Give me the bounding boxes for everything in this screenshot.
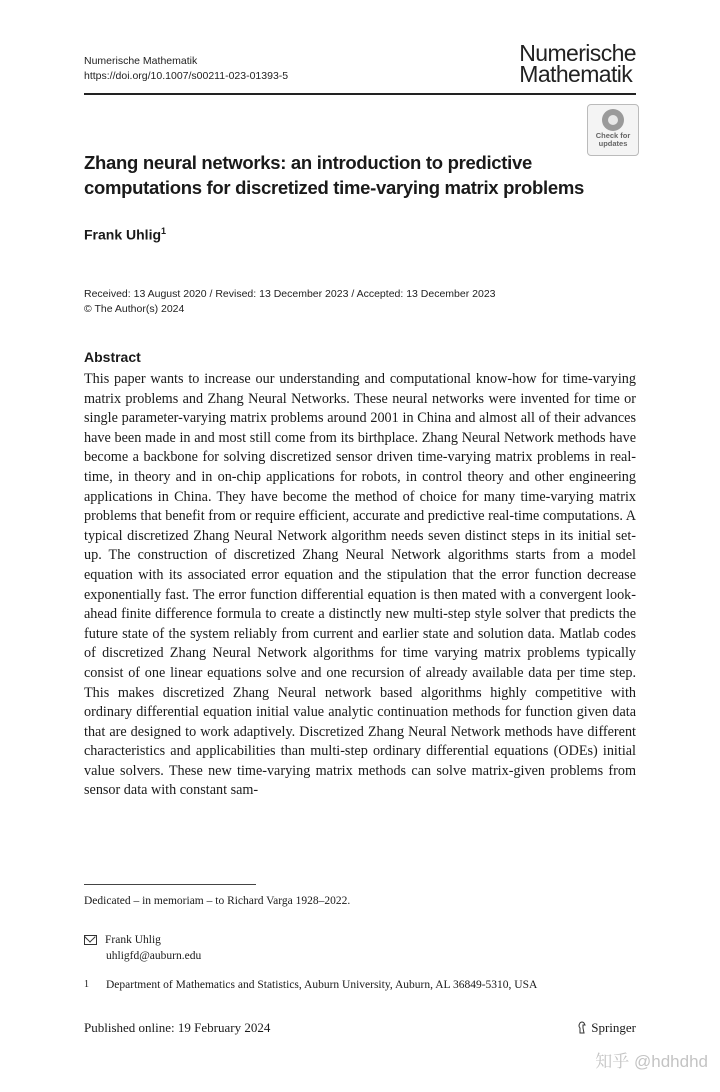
- journal-name: Numerische Mathematik: [84, 55, 198, 67]
- history-dates: Received: 13 August 2020 / Revised: 13 December 2023 / Accepted: 13 December 2023: [84, 288, 496, 300]
- crossmark-line2: updates: [598, 139, 628, 148]
- copyright: © The Author(s) 2024: [84, 303, 185, 315]
- contact-name: Frank Uhlig: [105, 934, 161, 946]
- contact-email[interactable]: uhligfd@auburn.edu: [106, 950, 202, 962]
- dedication-note: Dedicated – in memoriam – to Richard Varga 1928–2022.: [84, 895, 351, 907]
- published-online: Published online: 19 February 2024: [84, 1020, 271, 1035]
- author-name[interactable]: Frank Uhlig: [84, 226, 162, 243]
- corresponding-author: [84, 932, 201, 964]
- springer-horse-icon: [577, 1021, 587, 1034]
- crossmark-icon: [602, 109, 624, 131]
- publisher-logo: [577, 1020, 636, 1036]
- doi-link[interactable]: https://doi.org/10.1007/s00211-023-01393-5: [84, 70, 289, 82]
- article-dates: [84, 287, 496, 317]
- paper-title: Zhang neural networks: an introduction to predictive computations for discretized time-varying matrix problems: [84, 152, 584, 198]
- footnote-rule: [84, 884, 256, 885]
- envelope-icon: [84, 935, 97, 945]
- crossmark-line1: Check for: [595, 131, 631, 140]
- header-rule: [84, 93, 636, 95]
- journal-logo-line2: Mathematik: [519, 61, 633, 87]
- abstract-text: This paper wants to increase our understanding and computational know-how for time-varying matrix problems and Zhang Neural Networks. These neural networks were invented for time or single parameter-varying matrix problems around 2001 in China and almost all of their advances have been made in and most still come from its birthplace. Zhang Neural Network methods have become a backbone for solving discretized sensor driven time-varying matrix problems in real-time, in theory and in on-chip applications for robots, in control theory and other engineering applications in China. They have become the method of choice for many time-varying matrix problems that benefit from or require efficient, accurate and predictive real-time computations. A typical discretized Zhang Neural Network algorithm needs seven distinct steps in its initial set-up. The construction of discretized Zhang Neural Network algorithms starts from a model equation with its associated error equation and the stipulation that the error function decrease exponentially fast. The error function differential equation is then mated with a convergent look-ahead finite difference formula to create a distinctly new multi-step style solver that predicts the future state of the system reliably from current and earlier state and solution data. Matlab codes of discretized Zhang Neural Network algorithms for time varying matrix problems typically consist of one linear equations solve and one recursion of already available data per time step. This makes discretized Zhang Neural network based algorithms highly competitive with ordinary differential equation initial value analytic continuation methods for function given data that are designed to work adaptively. Discretized Zhang Neural Network methods have different characteristics and applicabilities than multi-step ordinary differential equations (ODEs) initial value solvers. These new time-varying matrix methods can solve matrix-given problems from sensor data with constant sam-: [84, 371, 636, 799]
- publisher-name: Springer: [591, 1020, 636, 1035]
- check-for-updates-badge[interactable]: [587, 104, 639, 156]
- affiliation-text: Department of Mathematics and Statistics, Auburn University, Auburn, AL 36849-5310, USA: [106, 979, 538, 991]
- abstract-heading: Abstract: [84, 349, 141, 365]
- journal-logo-line1: Numerische: [519, 40, 636, 66]
- watermark: 知乎 @hdhdhd: [595, 1052, 708, 1071]
- author-line: [84, 226, 166, 243]
- affiliation-footnote: [84, 977, 537, 993]
- affiliation-mark: 1: [84, 979, 89, 990]
- journal-logo: [519, 40, 636, 87]
- journal-meta: [84, 54, 288, 84]
- author-affiliation-mark: 1: [161, 226, 167, 236]
